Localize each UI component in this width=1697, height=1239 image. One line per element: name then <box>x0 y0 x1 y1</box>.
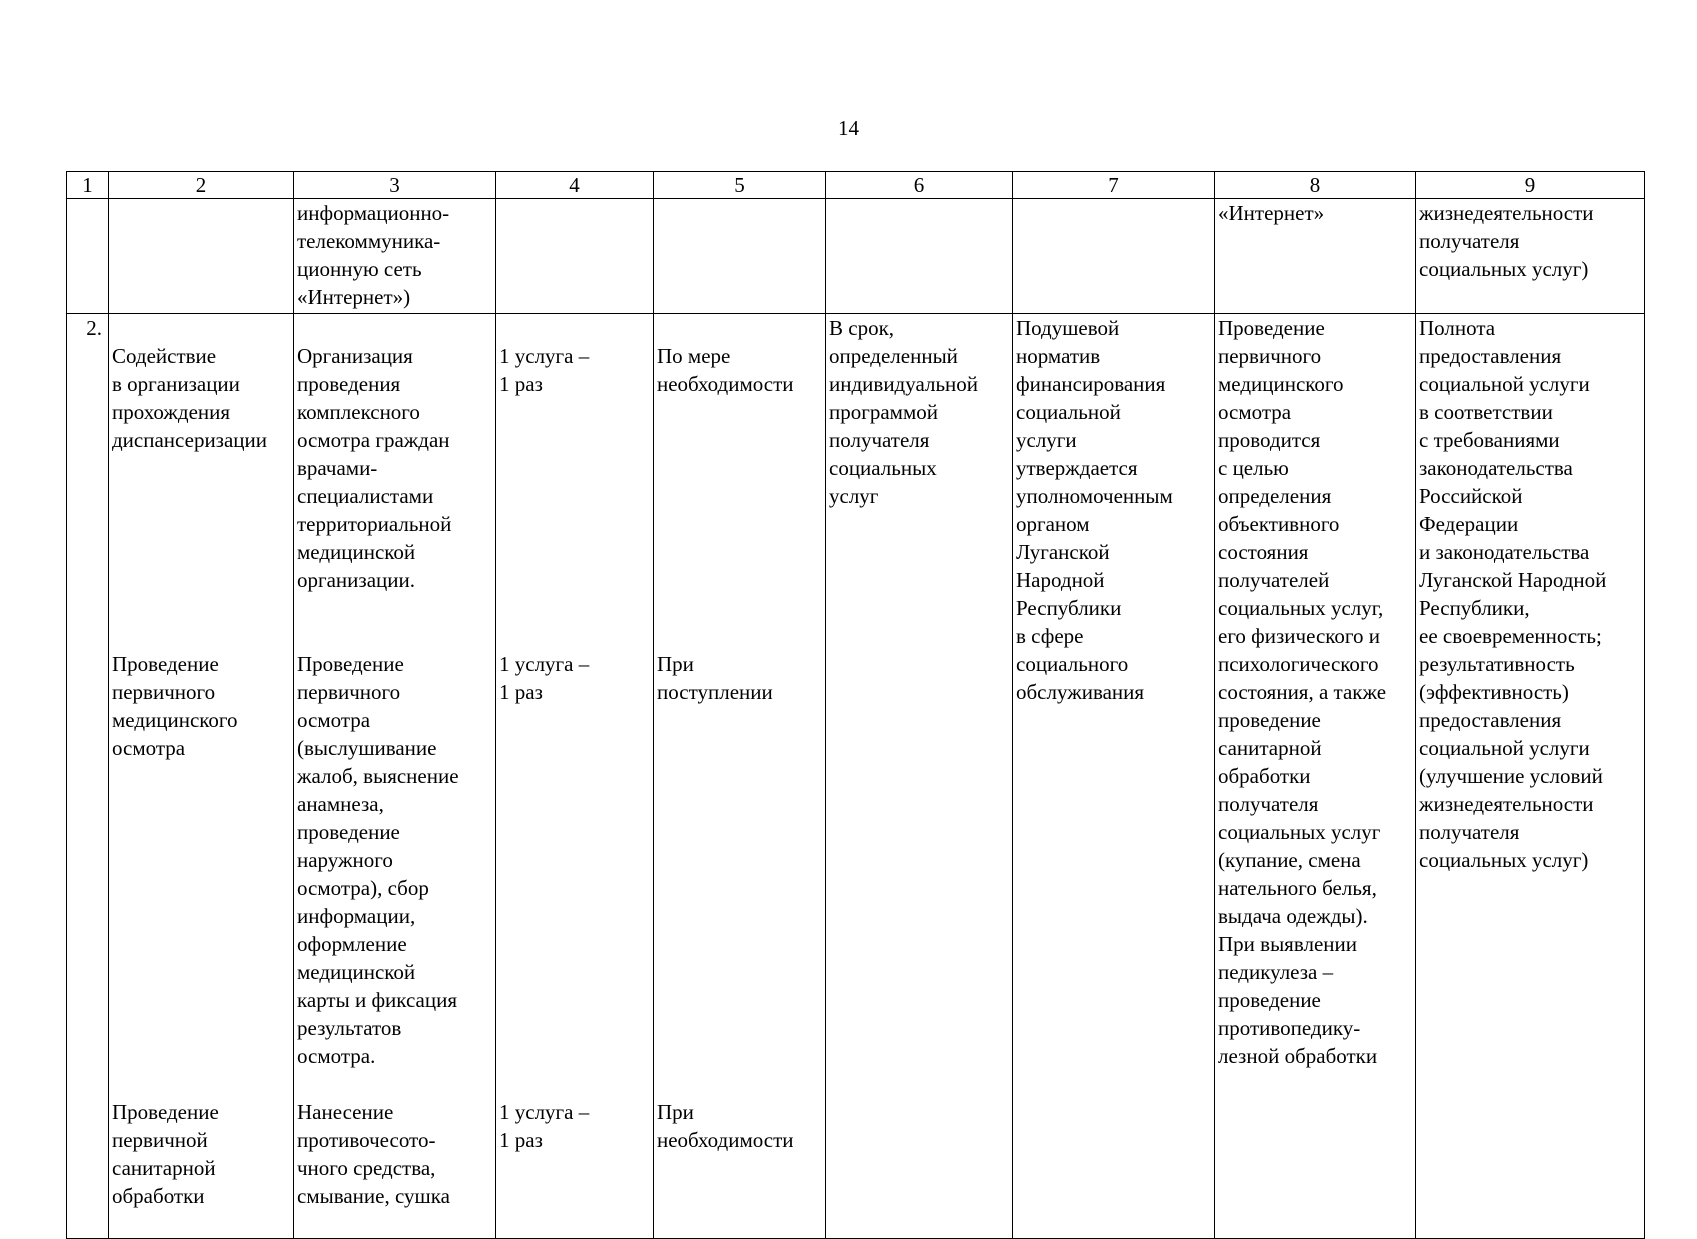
service-name-primary-exam: Проведение первичного медицинского осмотра <box>112 652 238 760</box>
service-financing-cell: Подушевой норматив финансирования социальной услуги утверждается уполномоченным органом Луганской Народной Республики в сфере социального обслуживания <box>1013 314 1215 1239</box>
service-conditions-cell: Проведение первичного медицинского осмотра проводится с целью определения объективного состояния получателей социальных услуг, его физического и психологического состояния, а также проведение санитарной обработки получателя социальных услуг (купание, смена нательного белья, выдача одежды). При выявлении педикулеза – проведение противопедику- лезной обработки <box>1215 314 1416 1239</box>
column-number-header: 2 <box>109 172 294 199</box>
table-cell <box>654 199 826 314</box>
service-name-cell <box>109 314 294 1239</box>
table-cell: «Интернет» <box>1215 199 1416 314</box>
column-number-header: 6 <box>826 172 1013 199</box>
column-number-header: 9 <box>1416 172 1645 199</box>
service-volume-cell <box>496 314 654 1239</box>
table-cell <box>67 199 109 314</box>
service-frequency-cell <box>654 314 826 1239</box>
volume-primary-exam: 1 услуга – 1 раз <box>499 652 590 704</box>
column-number-header: 1 <box>67 172 109 199</box>
page-number: 14 <box>838 116 859 140</box>
services-table <box>66 171 1645 1239</box>
description-dispensary: Организация проведения комплексного осмотра граждан врачами- специалистами территориальной медицинской организации. <box>297 344 452 592</box>
volume-dispensary: 1 услуга – 1 раз <box>499 344 590 396</box>
table-cell: информационно- телекоммуника- ционную сеть «Интернет») <box>294 199 496 314</box>
column-number-row <box>67 172 1645 199</box>
volume-sanitary-treatment: 1 услуга – 1 раз <box>499 1100 590 1152</box>
table-row-continuation <box>67 199 1645 314</box>
column-number-header: 5 <box>654 172 826 199</box>
row-number: 2. <box>67 314 109 1239</box>
table-cell <box>1013 199 1215 314</box>
service-name-dispensary: Содействие в организации прохождения диспансеризации <box>112 344 268 452</box>
description-sanitary-treatment: Нанесение противочесото- чного средства, смывание, сушка <box>297 1100 450 1208</box>
table-row-service-2 <box>67 314 1645 1239</box>
service-description-cell <box>294 314 496 1239</box>
column-number-header: 8 <box>1215 172 1416 199</box>
table-cell <box>826 199 1013 314</box>
table-cell: жизнедеятельности получателя социальных услуг) <box>1416 199 1645 314</box>
table-cell <box>496 199 654 314</box>
column-number-header: 4 <box>496 172 654 199</box>
service-name-sanitary-treatment: Проведение первичной санитарной обработки <box>112 1100 219 1208</box>
service-term-cell: В срок, определенный индивидуальной программой получателя социальных услуг <box>826 314 1013 1239</box>
table-cell <box>109 199 294 314</box>
description-primary-exam: Проведение первичного осмотра (выслушивание жалоб, выяснение анамнеза, проведение наружного осмотра), сбор информации, оформление медицинской карты и фиксация результатов осмотра. <box>297 652 459 1068</box>
frequency-dispensary: По мере необходимости <box>657 344 794 396</box>
column-number-header: 7 <box>1013 172 1215 199</box>
frequency-sanitary-treatment: При необходимости <box>657 1100 794 1152</box>
frequency-primary-exam: При поступлении <box>657 652 773 704</box>
service-quality-cell: Полнота предоставления социальной услуги в соответствии с требованиями законодательства Российской Федерации и законодательства Луганской Народной Республики, ее своевременность; результативность (эффективность) предоставления социальной услуги (улучшение условий жизнедеятельности получателя социальных услуг) <box>1416 314 1645 1239</box>
column-number-header: 3 <box>294 172 496 199</box>
